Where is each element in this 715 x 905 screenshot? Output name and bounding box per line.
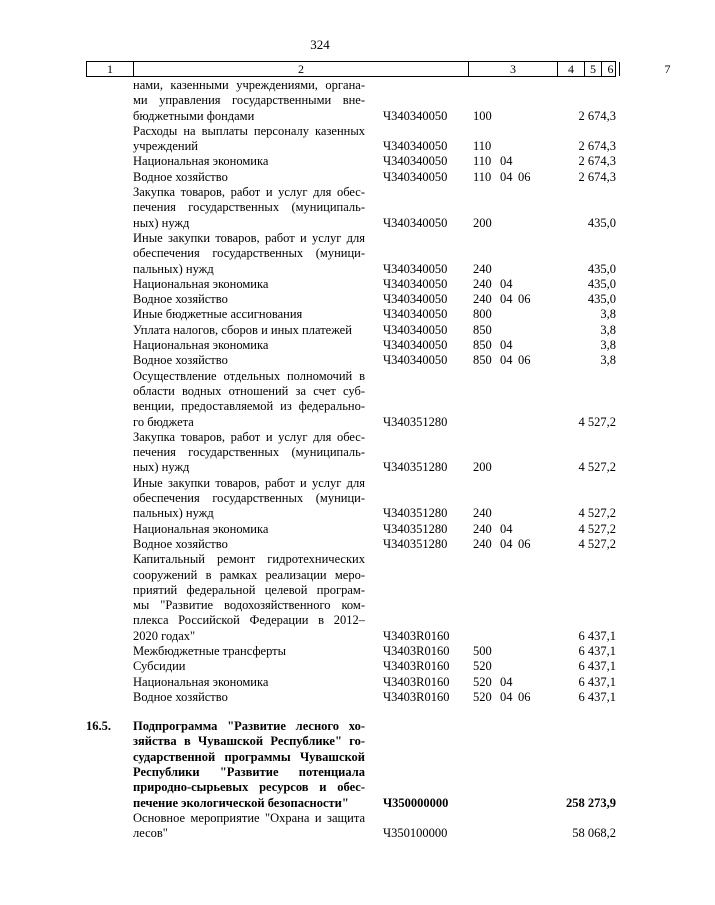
amount: 2 674,3: [578, 108, 616, 123]
target-code: Ч340340050: [383, 169, 448, 184]
row-name: [133, 124, 365, 155]
row-name-line: Водное хозяйство: [133, 353, 228, 368]
row-name: [133, 476, 365, 522]
target-code: Ч3403R0160: [383, 689, 450, 704]
amount: 6 437,1: [578, 689, 616, 704]
row-name: [133, 323, 365, 338]
section-number: 16.5.: [86, 719, 111, 734]
amount: 258 273,9: [566, 795, 616, 810]
table-row: [0, 185, 640, 231]
amount: 3,8: [600, 338, 616, 353]
row-name-line: Уплата налогов, сборов и иных платежей: [133, 322, 352, 337]
header-col-6: 6: [607, 62, 614, 76]
table-row: [0, 522, 640, 537]
row-name-line: Национальная экономика: [133, 674, 269, 689]
expense-type: 240: [473, 536, 492, 551]
target-code: Ч340351280: [383, 521, 448, 536]
row-name-line: Иные бюджетные ассигнования: [133, 307, 303, 322]
row-name-line: Республики "Развитие потенциала: [133, 765, 365, 780]
row-name: [133, 353, 365, 368]
row-name-line: учреждений: [133, 139, 198, 154]
amount: 3,8: [600, 322, 616, 337]
row-name-line: Капитальный ремонт гидротехнических: [133, 552, 365, 567]
row-name-line: Расходы на выплаты персоналу казенных: [133, 123, 365, 138]
section-code: 04: [500, 169, 513, 184]
target-code: Ч340340050: [383, 215, 448, 230]
row-name-line: Закупка товаров, работ и услуг для обес-: [133, 185, 365, 200]
row-name-line: Национальная экономика: [133, 154, 269, 169]
section-code: 04: [500, 154, 513, 169]
table-row: [0, 307, 640, 322]
table-row: [0, 659, 640, 674]
section-code: 04: [500, 674, 513, 689]
target-code: Ч3403R0160: [383, 644, 450, 658]
row-name: [133, 292, 365, 307]
amount: 4 527,2: [578, 536, 616, 551]
row-name-line: Водное хозяйство: [133, 169, 228, 184]
table-row: [0, 644, 640, 659]
expense-type: 240: [473, 261, 492, 276]
row-name-line: лесов": [133, 826, 168, 841]
subsection-code: 06: [518, 353, 531, 368]
expense-type: 110: [473, 154, 492, 169]
amount: 2 674,3: [578, 169, 616, 184]
table-row: [0, 154, 640, 169]
subsection-code: 06: [518, 169, 531, 184]
expense-type: 850: [473, 353, 492, 368]
row-name-line: пальных) нужд: [133, 506, 214, 521]
expense-type: 200: [473, 460, 492, 475]
expense-type: 240: [473, 506, 492, 521]
table-row: [0, 552, 640, 644]
table-row: [0, 323, 640, 338]
row-name-line: нами, казенными учреждениями, органа-: [133, 78, 365, 92]
table-row: [0, 811, 640, 842]
target-code: Ч340340050: [383, 139, 448, 154]
expense-type: 850: [473, 322, 492, 337]
row-name-line: печение экологической безопасности": [133, 795, 349, 810]
target-code: Ч340351280: [383, 536, 448, 551]
amount: 4 527,2: [578, 506, 616, 521]
row-name: [133, 537, 365, 552]
target-code: Ч340340050: [383, 307, 448, 322]
row-name-line: Основное мероприятие "Охрана и защита: [133, 810, 365, 825]
target-code: Ч3403R0160: [383, 674, 450, 689]
target-code: Ч340340050: [383, 338, 448, 353]
row-name-line: Национальная экономика: [133, 276, 269, 291]
expense-type: 850: [473, 338, 492, 353]
expense-type: 110: [473, 169, 492, 184]
amount: 4 527,2: [578, 460, 616, 475]
row-name: [133, 369, 365, 430]
row-name: [133, 231, 365, 277]
row-name-line: го бюджета: [133, 414, 194, 429]
table-row: [0, 430, 640, 476]
amount: 2 674,3: [578, 154, 616, 169]
row-name-line: природно-сырьевых ресурсов и обес-: [133, 780, 365, 795]
amount: 4 527,2: [578, 521, 616, 536]
expense-type: 520: [473, 689, 492, 704]
expense-type: 240: [473, 276, 492, 291]
budget-table-body: [0, 78, 640, 842]
subsection-code: 06: [518, 689, 531, 704]
target-code: Ч340340050: [383, 154, 448, 169]
table-row: [0, 292, 640, 307]
amount: 6 437,1: [578, 659, 616, 674]
row-name-line: Иные закупки товаров, работ и услуг для: [133, 230, 365, 245]
expense-type: 110: [473, 139, 492, 154]
header-col-2: 2: [298, 62, 304, 76]
table-row: [0, 369, 640, 430]
row-name: [133, 552, 365, 644]
target-code: Ч3403R0160: [383, 628, 450, 643]
expense-type: 100: [473, 108, 492, 123]
header-col-3: 3: [510, 62, 516, 76]
row-name-line: Водное хозяйство: [133, 689, 228, 704]
row-name-line: Межбюджетные трансферты: [133, 644, 287, 658]
row-name: [133, 170, 365, 185]
amount: 3,8: [600, 353, 616, 368]
page-number: 324: [310, 37, 330, 52]
row-name-line: Субсидии: [133, 659, 186, 674]
row-name: [133, 675, 365, 690]
table-row: [0, 705, 640, 811]
row-name-line: обеспечения государственных (муници-: [133, 246, 365, 261]
amount: 6 437,1: [578, 644, 616, 658]
target-code: Ч340340050: [383, 261, 448, 276]
amount: 2 674,3: [578, 139, 616, 154]
table-row: [0, 537, 640, 552]
row-name-line: плекса Российской Федерации в 2012–: [133, 613, 365, 628]
row-name-line: сударственной программы Чувашской: [133, 749, 365, 764]
section-code: 04: [500, 353, 513, 368]
row-name: [133, 719, 365, 811]
row-name: [133, 185, 365, 231]
table-row: [0, 231, 640, 277]
table-row: [0, 124, 640, 155]
row-name: [133, 154, 365, 169]
row-name-line: приятий федеральной целевой програм-: [133, 582, 365, 597]
target-code: Ч350100000: [383, 826, 448, 841]
table-row: [0, 690, 640, 705]
target-code: Ч340340050: [383, 292, 448, 307]
row-name-line: Водное хозяйство: [133, 292, 228, 307]
row-name-line: ных) нужд: [133, 460, 190, 475]
amount: 6 437,1: [578, 674, 616, 689]
expense-type: 520: [473, 659, 492, 674]
expense-type: 500: [473, 644, 492, 658]
section-code: 04: [500, 292, 513, 307]
row-name-line: области водных отношений за счет суб-: [133, 383, 365, 398]
header-col-5: 5: [590, 62, 596, 76]
row-name: [133, 522, 365, 537]
row-name-line: ми управления государственными вне-: [133, 93, 365, 108]
table-row: [0, 675, 640, 690]
row-name: [133, 811, 365, 842]
section-code: 04: [500, 521, 513, 536]
target-code: Ч340351280: [383, 414, 448, 429]
row-name: [133, 690, 365, 705]
row-name: [133, 644, 365, 659]
amount: 435,0: [587, 215, 616, 230]
expense-type: 800: [473, 307, 492, 322]
section-code: 04: [500, 276, 513, 291]
row-name-line: 2020 годах": [133, 628, 196, 643]
table-row: [0, 277, 640, 292]
row-name: [133, 307, 365, 322]
row-name: [133, 78, 365, 124]
section-code: 04: [500, 689, 513, 704]
target-code: Ч340351280: [383, 460, 448, 475]
target-code: Ч3403R0160: [383, 659, 450, 674]
amount: 6 437,1: [578, 628, 616, 643]
target-code: Ч340340050: [383, 353, 448, 368]
row-name-line: сооружений в рамках реализации меро-: [133, 567, 365, 582]
row-name-line: зяйства в Чувашской Республике" го-: [133, 734, 365, 749]
row-name: [133, 659, 365, 674]
table-row: [0, 170, 640, 185]
target-code: Ч350000000: [383, 795, 449, 810]
expense-type: 240: [473, 292, 492, 307]
table-row: [0, 78, 640, 124]
subsection-code: 06: [518, 292, 531, 307]
row-name-line: Национальная экономика: [133, 521, 269, 536]
expense-type: 520: [473, 674, 492, 689]
row-name-line: обеспечения государственных (муници-: [133, 491, 365, 506]
section-code: 04: [500, 536, 513, 551]
row-name-line: Закупка товаров, работ и услуг для обес-: [133, 429, 365, 444]
target-code: Ч340340050: [383, 108, 448, 123]
header-col-1: 1: [107, 62, 113, 76]
expense-type: 200: [473, 215, 492, 230]
row-name-line: мы "Развитие водохозяйственного ком-: [133, 598, 365, 613]
table-row: [0, 338, 640, 353]
row-name-line: бюджетными фондами: [133, 108, 255, 123]
row-name-line: Осуществление отдельных полномочий в: [133, 368, 365, 383]
amount: 4 527,2: [578, 414, 616, 429]
table-header: [86, 61, 671, 77]
row-name-line: венции, предоставляемой из федерально-: [133, 399, 365, 414]
header-col-4: 4: [568, 62, 574, 76]
amount: 3,8: [600, 307, 616, 322]
target-code: Ч340351280: [383, 506, 448, 521]
amount: 435,0: [587, 276, 616, 291]
target-code: Ч340340050: [383, 276, 448, 291]
subsection-code: 06: [518, 536, 531, 551]
section-code: 04: [500, 338, 513, 353]
row-name: [133, 338, 365, 353]
table-row: [0, 353, 640, 368]
amount: 435,0: [587, 292, 616, 307]
row-name-line: Водное хозяйство: [133, 536, 228, 551]
header-col-7: 7: [664, 62, 671, 76]
row-name: [133, 277, 365, 292]
amount: 58 068,2: [572, 826, 616, 841]
amount: 435,0: [587, 261, 616, 276]
expense-type: 240: [473, 521, 492, 536]
row-name: [133, 430, 365, 476]
row-name-line: Национальная экономика: [133, 338, 269, 353]
row-name-line: печения государственных (муниципаль-: [133, 445, 365, 460]
target-code: Ч340340050: [383, 322, 448, 337]
row-name-line: Подпрограмма "Развитие лесного хо-: [133, 719, 365, 734]
row-name-line: Иные закупки товаров, работ и услуг для: [133, 475, 365, 490]
table-row: [0, 476, 640, 522]
row-name-line: печения государственных (муниципаль-: [133, 200, 365, 215]
row-name-line: ных) нужд: [133, 215, 190, 230]
row-name-line: пальных) нужд: [133, 261, 214, 276]
